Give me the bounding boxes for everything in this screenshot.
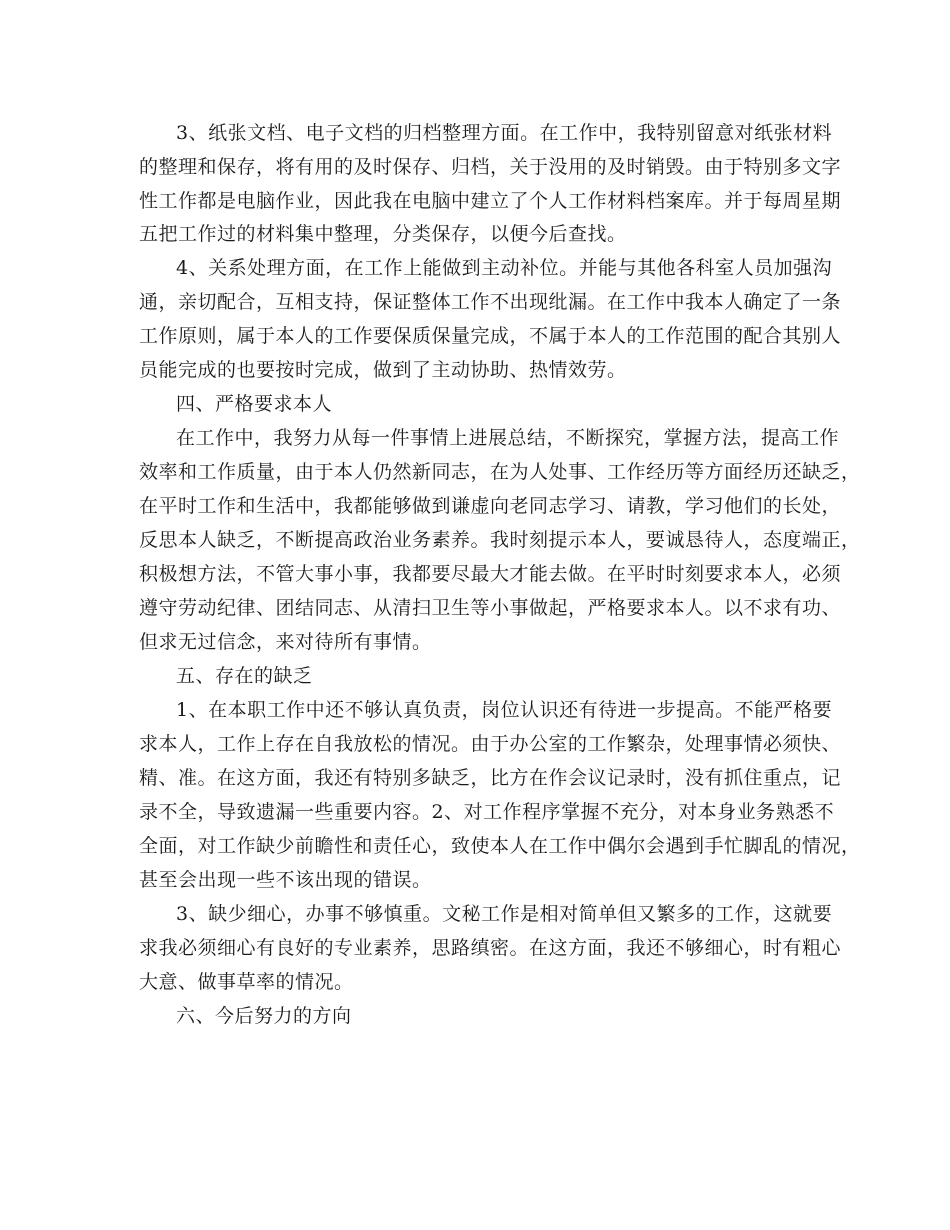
text-line: 员能完成的也要按时完成，做到了主动协助、热情效劳。 (139, 359, 627, 381)
text-line: 求本人，工作上存在自我放松的情况。由于办公室的工作繁杂，处理事情必须快、 (139, 733, 842, 755)
text-line: 1、在本职工作中还不够认真负责，岗位认识还有待进一步提高。不能严格要 (176, 699, 833, 721)
section-heading: 四、严格要求本人 (176, 393, 333, 415)
text-line: 精、准。在这方面，我还有特别多缺乏，比方在作会议记录时，没有抓住重点，记 (139, 767, 842, 789)
text-line: 遵守劳动纪律、团结同志、从清扫卫生等小事做起，严格要求本人。以不求有功、 (139, 597, 842, 619)
text-line: 求我必须细心有良好的专业素养，思路缜密。在这方面，我还不够细心，时有粗心 (139, 937, 842, 959)
text-line: 4、关系处理方面，在工作上能做到主动补位。并能与其他各科室人员加强沟 (176, 257, 833, 279)
text-line: 但求无过信念，来对待所有事情。 (139, 631, 432, 653)
section-heading: 六、今后努力的方向 (176, 1005, 352, 1027)
text-line: 3、纸张文档、电子文档的归档整理方面。在工作中，我特别留意对纸张材料 (176, 122, 833, 144)
section-heading: 五、存在的缺乏 (176, 665, 313, 687)
text-line: 大意、做事草率的情况。 (139, 971, 354, 993)
text-line: 反思本人缺乏，不断提高政治业务素养。我时刻提示本人，要诚恳待人，态度端正， (139, 529, 861, 551)
text-line: 录不全，导致遗漏一些重要内容。2、对工作程序掌握不充分，对本身业务熟悉不 (139, 801, 835, 823)
text-line: 在工作中，我努力从每一件事情上进展总结，不断探究，掌握方法，提高工作 (176, 427, 840, 449)
text-line: 在平时工作和生活中，我都能够做到谦虚向老同志学习、请教，学习他们的长处， (139, 495, 842, 517)
text-line: 通，亲切配合，互相支持，保证整体工作不出现纰漏。在工作中我本人确定了一条 (139, 291, 842, 313)
text-line: 甚至会出现一些不该出现的错误。 (139, 869, 432, 891)
text-line: 的整理和保存，将有用的及时保存、归档，关于没用的及时销毁。由于特别多文字 (139, 156, 842, 178)
text-line: 性工作都是电脑作业，因此我在电脑中建立了个人工作材料档案库。并于每周星期 (139, 190, 842, 212)
text-line: 五把工作过的材料集中整理，分类保存，以便今后查找。 (139, 223, 627, 245)
text-line: 全面，对工作缺少前瞻性和责任心，致使本人在工作中偶尔会遇到手忙脚乱的情况， (139, 835, 861, 857)
text-line: 积极想方法，不管大事小事，我都要尽最大才能去做。在平时时刻要求本人，必须 (139, 563, 842, 585)
text-line: 3、缺少细心，办事不够慎重。文秘工作是相对简单但又繁多的工作，这就要 (176, 903, 833, 925)
text-line: 效率和工作质量，由于本人仍然新同志，在为人处事、工作经历等方面经历还缺乏， (139, 461, 861, 483)
text-line: 工作原则，属于本人的工作要保质保量完成，不属于本人的工作范围的配合其别人 (139, 325, 842, 347)
